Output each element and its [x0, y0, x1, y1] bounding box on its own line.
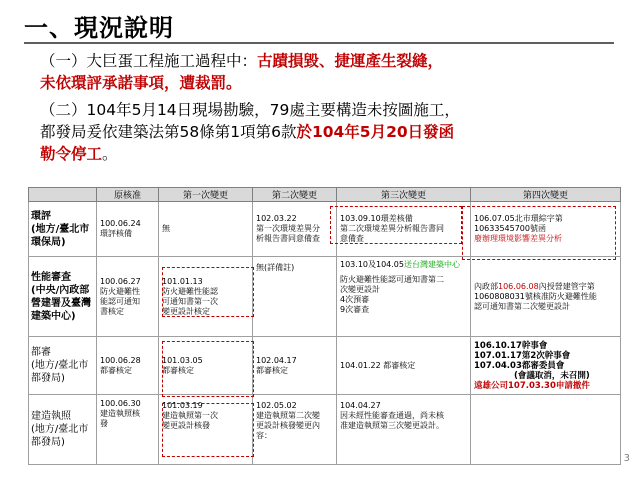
change4-cell	[471, 202, 621, 257]
cell-line: 變更設計核發	[162, 421, 210, 430]
cell-line-red: 廢辦理環境影響差異分析	[474, 234, 562, 243]
cell-line: 107.01.17第2次幹事會	[474, 350, 571, 361]
cell-line: 認可通知書第二次變更設計	[474, 301, 570, 311]
change1-cell	[159, 202, 253, 257]
cell-line: 防火避難性	[100, 286, 140, 296]
para2-line3-red: 勒令停工	[40, 145, 103, 163]
original-approval-cell	[97, 257, 159, 337]
paragraph-one	[40, 50, 630, 94]
header-cell	[29, 188, 97, 202]
cell-line: 環評核備	[100, 229, 132, 238]
row-head-line: 環評	[31, 210, 51, 222]
cell-line: 析報告書同意備查	[256, 234, 320, 243]
status-table-wrapper	[28, 187, 620, 465]
table-row	[29, 257, 621, 337]
original-approval-cell	[97, 395, 159, 465]
cell-line: 106.07.05北市環綜字第	[474, 214, 563, 223]
row-head-line: (地方/臺北市	[31, 223, 90, 235]
row-head-line: 建造執照	[31, 411, 71, 422]
row-head-line: (中央/內政部	[31, 284, 90, 296]
header-cell: 原核准	[97, 188, 159, 202]
cell-text: 103.10及104.05	[340, 260, 404, 269]
cell-line: 能認可通知	[100, 296, 140, 306]
cell-line: 102.04.17	[256, 355, 297, 365]
header-cell: 第二次變更	[253, 188, 337, 202]
row-head-line: 都發局)	[31, 437, 65, 448]
cell-line: 100.06.27	[100, 276, 141, 286]
cell-line: 意備查	[340, 234, 364, 243]
cell-line: 書核定	[100, 306, 124, 316]
cell-line: 發	[100, 419, 108, 428]
cell-line: 100.06.24	[100, 219, 141, 228]
header-cell: 第三次變更	[337, 188, 471, 202]
cell-line: 101.03.19	[162, 401, 203, 410]
change4-cell	[471, 257, 621, 337]
header-cell: 第一次變更	[159, 188, 253, 202]
row-head-line: (地方/臺北市	[31, 360, 89, 371]
change1-cell	[159, 337, 253, 395]
header-cell: 第四次變更	[471, 188, 621, 202]
cell-line: 無(詳備註)	[256, 263, 295, 272]
row-head-line: 都審	[31, 347, 51, 358]
cell-text: 內授營建管字第	[538, 281, 595, 291]
para1-red-a: 古蹟損毀、捷運產生裂縫，	[257, 52, 444, 70]
slide-title: 一、現況說明	[24, 14, 174, 42]
cell-line: 第二次環境差異分析報告書同	[340, 224, 444, 233]
cell-line: 建造執照第一次	[162, 411, 218, 420]
change3-cell	[337, 395, 471, 465]
cell-line: 容：	[256, 431, 272, 440]
cell-line: 建造執照核	[100, 409, 140, 418]
cell-line: 因未經性能審查通過，尚未核	[340, 411, 444, 420]
original-approval-cell	[97, 202, 159, 257]
table-row	[29, 337, 621, 395]
cell-line: 防火避難性能認可通知書第二	[340, 275, 444, 284]
cell-text: 內政部	[474, 281, 498, 291]
cell-line: 第一次環境差異分	[256, 224, 320, 233]
para1-red-b: 未依環評承諾事項，遭裁罰。	[40, 74, 242, 92]
change3-cell	[337, 202, 471, 257]
cell-line: 104.01.22 都審核定	[340, 360, 416, 370]
cell-line: 102.05.02	[256, 401, 297, 410]
cell-line: 都審核定	[162, 365, 194, 375]
cell-line: 107.04.03都審委員會	[474, 360, 565, 371]
row-head-line: 環保局)	[31, 236, 66, 248]
cell-line: (會議取消，未召開)	[514, 370, 590, 381]
change1-cell	[159, 395, 253, 465]
change2-cell	[253, 202, 337, 257]
cell-line: 更設計核發變更內	[256, 421, 320, 430]
change4-cell	[471, 337, 621, 395]
row-head-line: (地方/臺北市	[31, 424, 89, 435]
cell-line-red: 遠雄公司107.03.30申請撤件	[474, 380, 590, 391]
original-approval-cell	[97, 337, 159, 395]
change3-cell	[337, 257, 471, 337]
paragraph-two	[40, 99, 630, 165]
cell-line: 可通知書第一次	[162, 296, 218, 306]
row-head-cell	[29, 395, 97, 465]
change2-cell	[253, 337, 337, 395]
change4-cell	[471, 395, 621, 465]
table-row	[29, 395, 621, 465]
cell-line: 建造執照第二次變	[256, 411, 320, 420]
row-head-line: 建築中心)	[31, 310, 76, 322]
para2-line2-red: 於104年5月20日發函	[296, 123, 455, 141]
cell-line: 都審核定	[100, 365, 132, 375]
row-head-line: 都發局)	[31, 373, 65, 384]
change3-cell	[337, 337, 471, 395]
cell-line: 次變更設計	[340, 285, 380, 294]
row-head-cell	[29, 257, 97, 337]
row-head-cell	[29, 337, 97, 395]
cell-line: 100.06.28	[100, 355, 141, 365]
cell-line: 103.09.10環差核備	[340, 214, 413, 223]
cell-line: 101.01.13	[162, 276, 203, 286]
table-header-row	[29, 188, 621, 202]
cell-line: 104.04.27	[340, 401, 381, 410]
cell-line: 10633545700號函	[474, 224, 546, 233]
cell-line: 100.06.30	[100, 399, 141, 408]
cell-line: 106.10.17幹事會	[474, 340, 548, 351]
table-row	[29, 202, 621, 257]
cell-text-green: 送台灣建築中心	[403, 260, 460, 269]
row-head-line: 營建署及臺灣	[31, 297, 91, 309]
para2-line3-end: 。	[102, 145, 118, 163]
cell-line: 4次預審	[340, 295, 370, 304]
cell-line: 防火避難性能認	[162, 286, 218, 296]
change2-cell	[253, 257, 337, 337]
cell-line: 101.03.05	[162, 355, 203, 365]
row-head-line: 性能審查	[31, 271, 71, 283]
page-number: 3	[623, 453, 630, 464]
cell-text-red: 106.06.08	[498, 281, 539, 291]
cell-line: 准建造執照第三次變更設計。	[340, 421, 444, 430]
title-underline	[24, 42, 614, 44]
cell-line: 變更設計核定	[162, 306, 210, 316]
para2-line1: （二）104年5月14日現場勘驗，79處主要構造未按圖施工，	[40, 101, 460, 119]
cell-line: 102.03.22	[256, 214, 297, 223]
para2-line2-plain: 都發局爰依建築法第58條第1項第6款	[40, 123, 297, 141]
cell-line: 都審核定	[256, 365, 288, 375]
change2-cell	[253, 395, 337, 465]
row-head-cell	[29, 202, 97, 257]
change1-cell	[159, 257, 253, 337]
cell-line: 9次審查	[340, 305, 370, 314]
para1-plain: （一）大巨蛋工程施工過程中：	[40, 52, 258, 70]
cell-line: 無	[162, 224, 170, 233]
cell-line: 1060808031號核准防火避難性能	[474, 291, 597, 301]
status-table	[28, 187, 621, 465]
